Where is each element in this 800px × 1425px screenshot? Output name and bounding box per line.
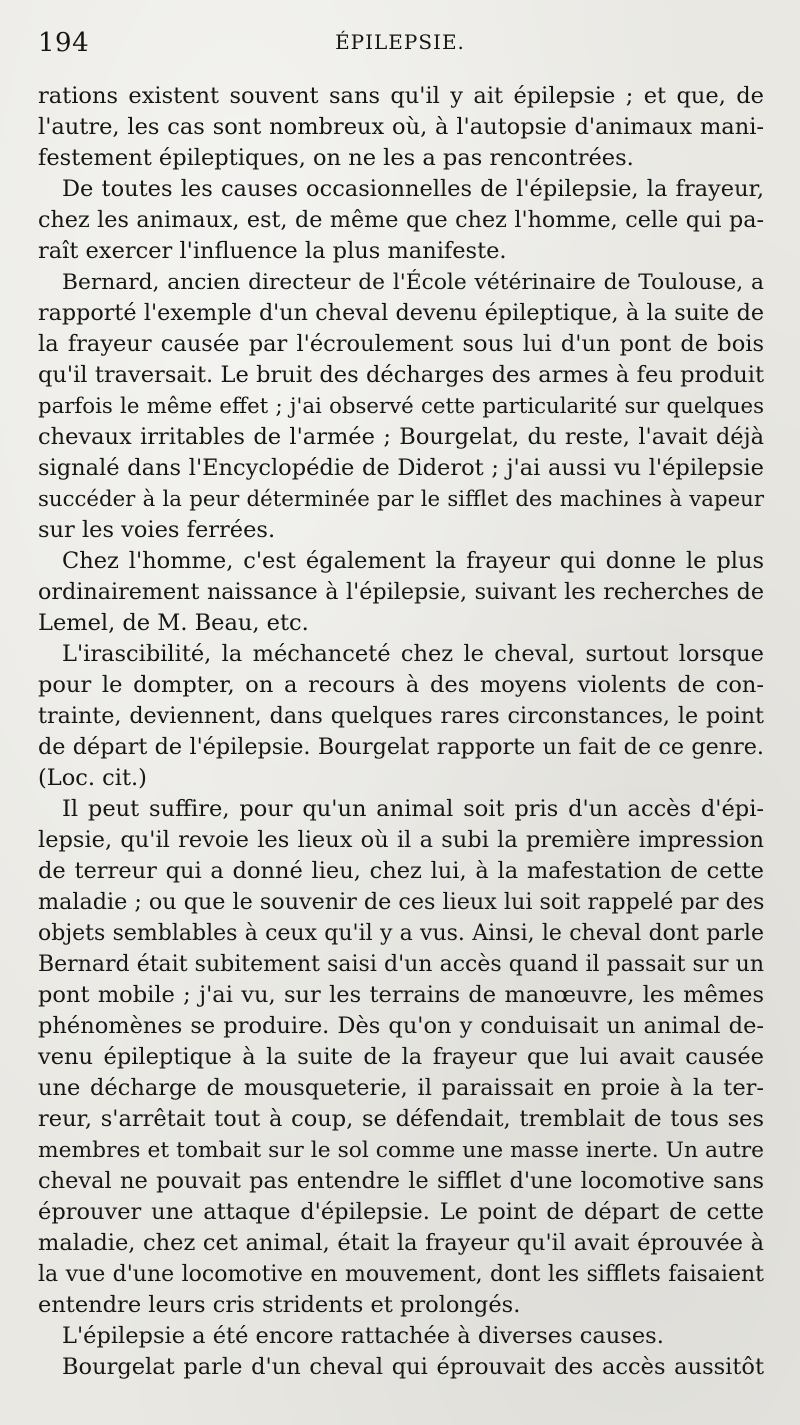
text-line: L'irascibilité, la méchanceté chez le cheval, surtout lorsque — [62, 641, 764, 667]
text-line: parfois le même effet ; j'ai observé cette particularité sur quelques — [38, 394, 764, 419]
text-line: De toutes les causes occasionnelles de l'épilepsie, la frayeur, — [62, 176, 764, 202]
text-line: Bernard, ancien directeur de l'École vétérinaire de Toulouse, a — [62, 270, 764, 295]
text-line: pour le dompter, on a recours à des moyens violents de con- — [38, 672, 764, 698]
text-line: cheval ne pouvait pas entendre le sifflet d'une locomotive sans — [38, 1168, 764, 1194]
text-line: raît exercer l'influence la plus manifeste. — [38, 238, 507, 264]
text-line: qu'il traversait. Le bruit des décharges des armes à feu produit — [38, 362, 764, 388]
text-line: Lemel, de M. Beau, etc. — [38, 610, 309, 636]
text-line: la vue d'une locomotive en mouvement, dont les sifflets faisaient — [38, 1262, 764, 1287]
text-line: sur les voies ferrées. — [38, 517, 276, 543]
text-line: rapporté l'exemple d'un cheval devenu épileptique, à la suite de — [38, 300, 764, 326]
text-line: venu épileptique à la suite de la frayeur que lui avait causée — [38, 1044, 764, 1070]
text-line: reur, s'arrêtait tout à coup, se défendait, tremblait de tous ses — [38, 1106, 764, 1132]
text-line: chez les animaux, est, de même que chez l'homme, celle qui pa- — [38, 207, 764, 233]
text-line: entendre leurs cris stridents et prolongés. — [38, 1292, 521, 1318]
running-title: ÉPILEPSIE. — [335, 30, 465, 54]
page-number: 194 — [38, 28, 90, 58]
text-line: l'autre, les cas sont nombreux où, à l'autopsie d'animaux mani- — [38, 114, 764, 140]
text-line: phénomènes se produire. Dès qu'on y conduisait un animal de- — [38, 1013, 764, 1039]
text-line: succéder à la peur déterminée par le sifflet des machines à vapeur — [38, 487, 764, 512]
text-line: lepsie, qu'il revoie les lieux où il a subi la première impression — [38, 827, 764, 853]
text-line: L'épilepsie a été encore rattachée à diverses causes. — [62, 1323, 664, 1349]
text-line: maladie ; ou que le souvenir de ces lieux lui soit rappelé par des — [38, 889, 765, 915]
text-line: Il peut suffire, pour qu'un animal soit pris d'un accès d'épi- — [62, 796, 764, 822]
text-line: objets semblables à ceux qu'il y a vus. Ainsi, le cheval dont parle — [38, 921, 764, 946]
text-line: pont mobile ; j'ai vu, sur les terrains de manœuvre, les mêmes — [38, 982, 764, 1008]
text-line: de départ de l'épilepsie. Bourgelat rapporte un fait de ce genre. — [38, 734, 764, 760]
body-text — [38, 81, 764, 1383]
text-line: chevaux irritables de l'armée ; Bourgelat, du reste, l'avait déjà — [38, 424, 764, 450]
text-line: maladie, chez cet animal, était la frayeur qu'il avait éprouvée à — [38, 1230, 764, 1256]
text-line: la frayeur causée par l'écroulement sous lui d'un pont de bois — [38, 331, 764, 357]
text-line: Chez l'homme, c'est également la frayeur qui donne le plus — [62, 548, 764, 574]
text-line: Bernard était subitement saisi d'un accès quand il passait sur un — [38, 952, 764, 977]
text-line: festement épileptiques, on ne les a pas rencontrées. — [38, 145, 634, 171]
page-header — [38, 28, 762, 68]
text-line: de terreur qui a donné lieu, chez lui, à la mafestation de cette — [38, 858, 764, 884]
text-line: éprouver une attaque d'épilepsie. Le point de départ de cette — [38, 1199, 764, 1225]
text-line: une décharge de mousqueterie, il paraissait en proie à la ter- — [38, 1075, 764, 1101]
text-line: rations existent souvent sans qu'il y ait épilepsie ; et que, de — [38, 83, 764, 109]
text-line: Bourgelat parle d'un cheval qui éprouvait des accès aussitôt — [62, 1354, 764, 1380]
text-line: membres et tombait sur le sol comme une masse inerte. Un autre — [38, 1138, 764, 1163]
text-line: trainte, deviennent, dans quelques rares circonstances, le point — [38, 703, 764, 729]
text-line: signalé dans l'Encyclopédie de Diderot ; j'ai aussi vu l'épilepsie — [38, 455, 764, 481]
text-line: (Loc. cit.) — [38, 765, 147, 791]
text-line: ordinairement naissance à l'épilepsie, suivant les recherches de — [38, 579, 764, 605]
